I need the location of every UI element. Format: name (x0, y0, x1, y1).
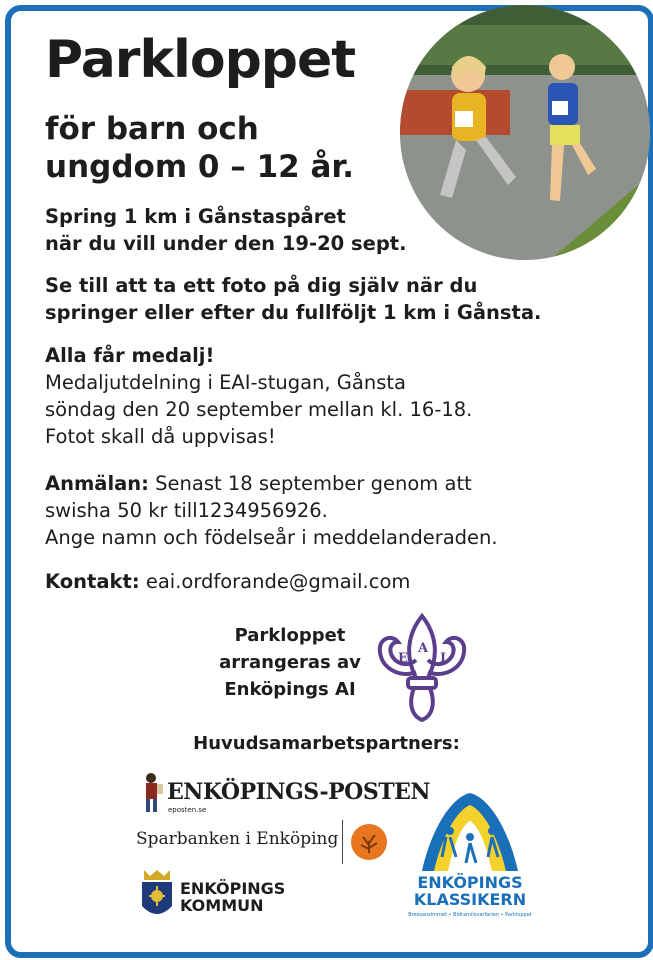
signup-line: Ange namn och födelseår i meddelanderaden. (45, 526, 498, 549)
klassikern-events: Bressansimmet • Bidramilsvarfarlen • Parkloppet (408, 912, 532, 918)
enkopings-kommun-crest-icon (140, 866, 174, 922)
medal-section (45, 342, 472, 450)
photo-instruction (45, 272, 541, 326)
page-title: Parkloppet (45, 30, 356, 90)
klassikern-line: ENKÖPINGS (417, 873, 523, 892)
eai-fleur-de-lis-logo (372, 612, 472, 724)
subtitle-line: för barn och (45, 111, 259, 147)
kommun-line: KOMMUN (180, 896, 264, 915)
contact-email[interactable]: eai.ordforande@gmail.com (139, 570, 411, 593)
klassikern-line: KLASSIKERN (413, 890, 527, 909)
intro-text (45, 203, 407, 257)
subtitle-line: ungdom 0 – 12 år. (45, 149, 355, 185)
signup-label: Anmälan: (45, 472, 149, 495)
signup-section (45, 470, 498, 551)
children-running-photo (400, 5, 650, 260)
photo-instruction-line: Se till att ta ett foto på dig själv när du (45, 274, 478, 297)
enkopings-klassikern-logo (404, 874, 536, 908)
newspaper-crier-icon (137, 772, 167, 814)
enkopings-kommun-logo (180, 880, 285, 914)
organizer-text (190, 622, 390, 703)
logo-divider (342, 820, 343, 864)
svg-text:I: I (440, 651, 447, 666)
medal-heading: Alla får medalj! (45, 344, 215, 367)
signup-line (45, 470, 498, 497)
medal-line: Medaljutdelning i EAI-stugan, Gånsta (45, 371, 406, 394)
intro-line: när du vill under den 19-20 sept. (45, 232, 407, 255)
medal-line: söndag den 20 september mellan kl. 16-18. (45, 398, 473, 421)
svg-text:E: E (398, 651, 408, 666)
medal-line: Fotot skall då uppvisas! (45, 425, 276, 448)
enkopings-posten-logo: ENKÖPINGS-POSTEN (167, 779, 430, 805)
svg-text:A: A (418, 641, 429, 656)
organizer-line: Parkloppet (234, 625, 346, 646)
organizer-line: arrangeras av (219, 652, 361, 673)
signup-line: swisha 50 kr till1234956926. (45, 499, 328, 522)
subtitle (45, 110, 385, 186)
signup-text: Senast 18 september genom att (148, 472, 472, 495)
organizer-line: Enköpings AI (224, 679, 356, 700)
partners-heading: Huvudsamarbetspartners: (193, 733, 460, 754)
sparbanken-logo-text: Sparbanken i Enköping (136, 829, 339, 849)
enkopings-klassikern-emblem-icon (412, 787, 528, 871)
contact-section (45, 568, 410, 595)
eposten-url: eposten.se (168, 806, 207, 814)
photo-instruction-line: springer eller efter du fullföljt 1 km i Gånsta. (45, 301, 542, 324)
sparbanken-tree-icon (350, 823, 388, 861)
intro-line: Spring 1 km i Gånstaspåret (45, 205, 346, 228)
contact-label: Kontakt: (45, 570, 140, 593)
kommun-line: ENKÖPINGS (180, 879, 286, 898)
